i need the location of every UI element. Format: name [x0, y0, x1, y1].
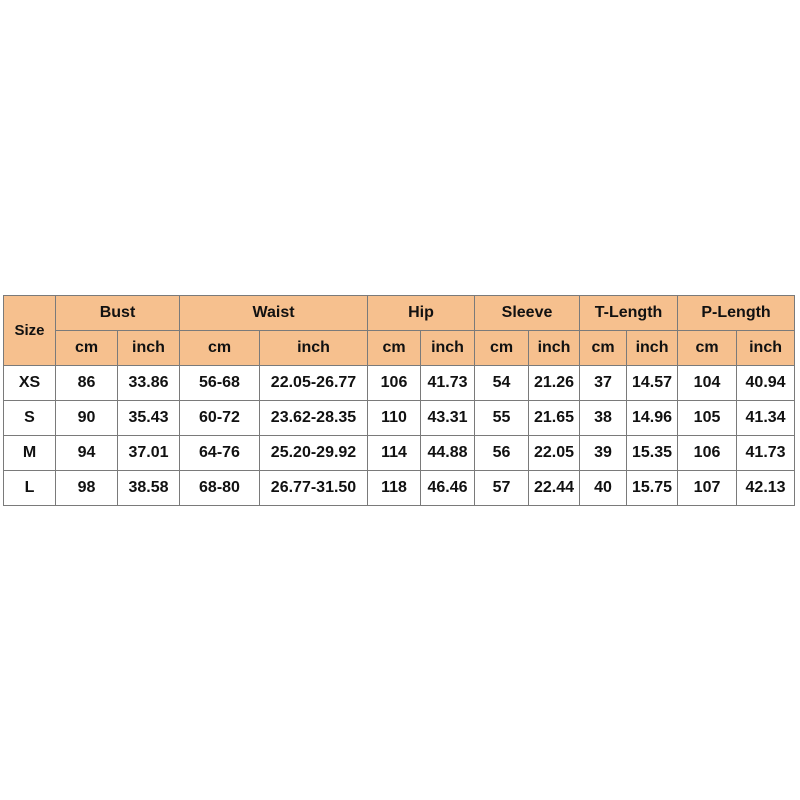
measurement-cell: 68-80: [180, 471, 260, 506]
measurement-cell: 118: [368, 471, 421, 506]
table-body: [4, 366, 795, 506]
measurement-cell: 40.94: [737, 366, 795, 401]
header-unit-row: [4, 331, 795, 366]
measurement-cell: 33.86: [118, 366, 180, 401]
measurement-cell: 38.58: [118, 471, 180, 506]
measurement-cell: 41.34: [737, 401, 795, 436]
measurement-cell: 38: [580, 401, 627, 436]
header-group-row: [4, 296, 795, 331]
measurement-cell: 22.44: [529, 471, 580, 506]
measurement-cell: 42.13: [737, 471, 795, 506]
measurement-cell: 40: [580, 471, 627, 506]
measurement-cell: 46.46: [421, 471, 475, 506]
size-label-cell: XS: [4, 366, 56, 401]
measurement-cell: 26.77-31.50: [260, 471, 368, 506]
measurement-cell: 98: [56, 471, 118, 506]
p-length-header: P-Length: [678, 296, 795, 331]
measurement-cell: 64-76: [180, 436, 260, 471]
measurement-cell: 107: [678, 471, 737, 506]
measurement-cell: 105: [678, 401, 737, 436]
measurement-cell: 90: [56, 401, 118, 436]
table-row: [4, 471, 795, 506]
hip-header: Hip: [368, 296, 475, 331]
size-label-cell: L: [4, 471, 56, 506]
measurement-cell: 44.88: [421, 436, 475, 471]
measurement-cell: 54: [475, 366, 529, 401]
measurement-cell: 110: [368, 401, 421, 436]
measurement-cell: 14.96: [627, 401, 678, 436]
measurement-cell: 22.05-26.77: [260, 366, 368, 401]
size-header: Size: [4, 296, 56, 366]
measurement-cell: 35.43: [118, 401, 180, 436]
unit-header: cm: [180, 331, 260, 366]
measurement-cell: 22.05: [529, 436, 580, 471]
measurement-cell: 39: [580, 436, 627, 471]
size-label-cell: S: [4, 401, 56, 436]
measurement-cell: 15.75: [627, 471, 678, 506]
measurement-cell: 21.26: [529, 366, 580, 401]
unit-header: cm: [56, 331, 118, 366]
unit-header: inch: [260, 331, 368, 366]
unit-header: cm: [368, 331, 421, 366]
measurement-cell: 37.01: [118, 436, 180, 471]
measurement-cell: 60-72: [180, 401, 260, 436]
measurement-cell: 15.35: [627, 436, 678, 471]
unit-header: cm: [678, 331, 737, 366]
measurement-cell: 86: [56, 366, 118, 401]
measurement-cell: 21.65: [529, 401, 580, 436]
sleeve-header: Sleeve: [475, 296, 580, 331]
unit-header: cm: [475, 331, 529, 366]
table-row: [4, 401, 795, 436]
measurement-cell: 56: [475, 436, 529, 471]
measurement-cell: 56-68: [180, 366, 260, 401]
measurement-cell: 57: [475, 471, 529, 506]
waist-header: Waist: [180, 296, 368, 331]
unit-header: inch: [627, 331, 678, 366]
unit-header: inch: [529, 331, 580, 366]
measurement-cell: 106: [368, 366, 421, 401]
measurement-cell: 41.73: [421, 366, 475, 401]
unit-header: inch: [118, 331, 180, 366]
size-label-cell: M: [4, 436, 56, 471]
measurement-cell: 37: [580, 366, 627, 401]
measurement-cell: 14.57: [627, 366, 678, 401]
measurement-cell: 55: [475, 401, 529, 436]
measurement-cell: 41.73: [737, 436, 795, 471]
measurement-cell: 43.31: [421, 401, 475, 436]
table-row: [4, 436, 795, 471]
measurement-cell: 94: [56, 436, 118, 471]
unit-header: inch: [737, 331, 795, 366]
unit-header: inch: [421, 331, 475, 366]
measurement-cell: 104: [678, 366, 737, 401]
measurement-cell: 25.20-29.92: [260, 436, 368, 471]
measurement-cell: 23.62-28.35: [260, 401, 368, 436]
unit-header: cm: [580, 331, 627, 366]
t-length-header: T-Length: [580, 296, 678, 331]
measurement-cell: 114: [368, 436, 421, 471]
measurement-cell: 106: [678, 436, 737, 471]
bust-header: Bust: [56, 296, 180, 331]
table-row: [4, 366, 795, 401]
size-chart-table: [3, 295, 795, 506]
